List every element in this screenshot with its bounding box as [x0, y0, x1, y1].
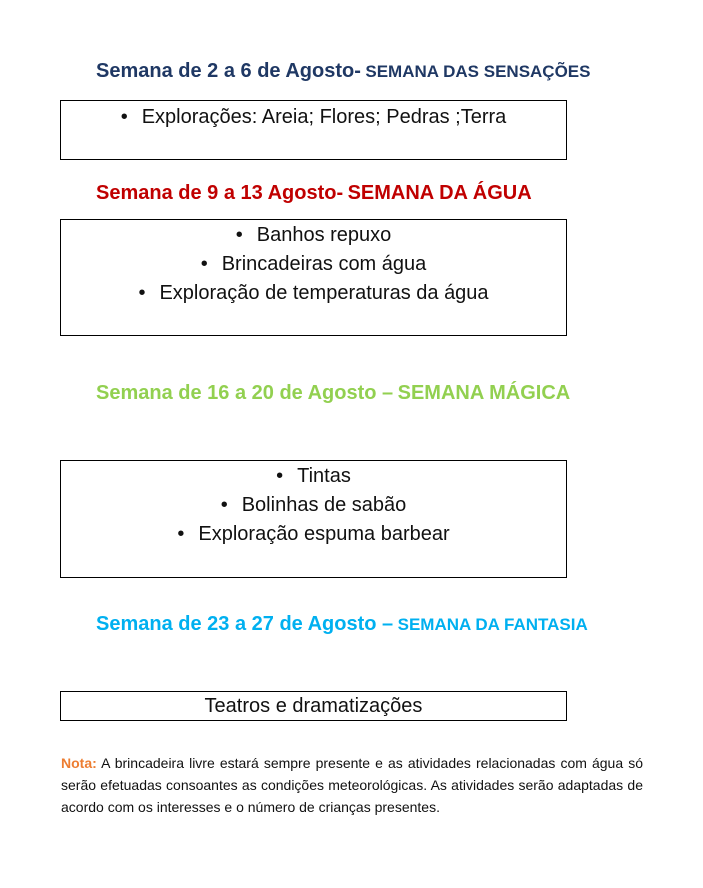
- bullet-icon: •: [120, 106, 128, 128]
- list-item: [61, 520, 566, 549]
- week-2-activities-list: [61, 220, 566, 308]
- week-4-activities-box: [60, 691, 567, 721]
- bullet-icon: •: [276, 465, 284, 487]
- list-item: [61, 279, 566, 308]
- activity-text: Tintas: [297, 465, 351, 487]
- week-3-dates: Semana de 16 a 20 de Agosto –: [96, 382, 394, 404]
- week-1-dates: Semana de 2 a 6 de Agosto-: [96, 60, 361, 82]
- week-4-dates: Semana de 23 a 27 de Agosto –: [96, 613, 394, 635]
- week-4-theme: SEMANA DA FANTASIA: [397, 615, 588, 634]
- week-2-activities-box: [60, 219, 567, 336]
- note-paragraph: [61, 752, 643, 818]
- activity-text: Exploração espuma barbear: [198, 523, 450, 545]
- week-3-heading: [96, 381, 570, 407]
- bullet-icon: •: [200, 253, 208, 275]
- note-text: A brincadeira livre estará sempre presente e as atividades relacionadas com água só serão efetuadas consoantes as condições meteorológicas. As atividades serão adaptadas de acordo com os interesses e o número de crianças presentes.: [61, 755, 643, 815]
- list-item: [61, 491, 566, 520]
- week-3-activities-box: [60, 460, 567, 578]
- activity-text: Banhos repuxo: [256, 224, 392, 246]
- week-1-activities-box: [60, 100, 567, 160]
- week-3-activities-list: [61, 461, 566, 549]
- week-2-heading: [96, 181, 532, 207]
- week-2-theme: SEMANA DA ÁGUA: [347, 182, 532, 204]
- list-item: [61, 462, 566, 491]
- week-4-heading: [96, 612, 588, 638]
- activity-text: Brincadeiras com água: [221, 253, 427, 275]
- week-1-theme: SEMANA DAS SENSAÇÕES: [365, 62, 591, 81]
- bullet-icon: •: [138, 282, 146, 304]
- activity-text: Teatros e dramatizações: [204, 695, 423, 717]
- activity-text: Exploração de temperaturas da água: [159, 282, 489, 304]
- list-item: [61, 250, 566, 279]
- bullet-icon: •: [220, 494, 228, 516]
- note-label: Nota:: [61, 755, 97, 771]
- week-2-dates: Semana de 9 a 13 Agosto-: [96, 182, 344, 204]
- bullet-icon: •: [235, 224, 243, 246]
- list-item: [61, 103, 566, 132]
- activity-text: Bolinhas de sabão: [241, 494, 407, 516]
- activity-text: Explorações: Areia; Flores; Pedras ;Terra: [141, 106, 507, 128]
- list-item: [61, 221, 566, 250]
- week-1-heading: [96, 59, 591, 85]
- week-1-activities-list: [61, 101, 566, 132]
- week-3-theme: SEMANA MÁGICA: [397, 382, 571, 404]
- bullet-icon: •: [177, 523, 185, 545]
